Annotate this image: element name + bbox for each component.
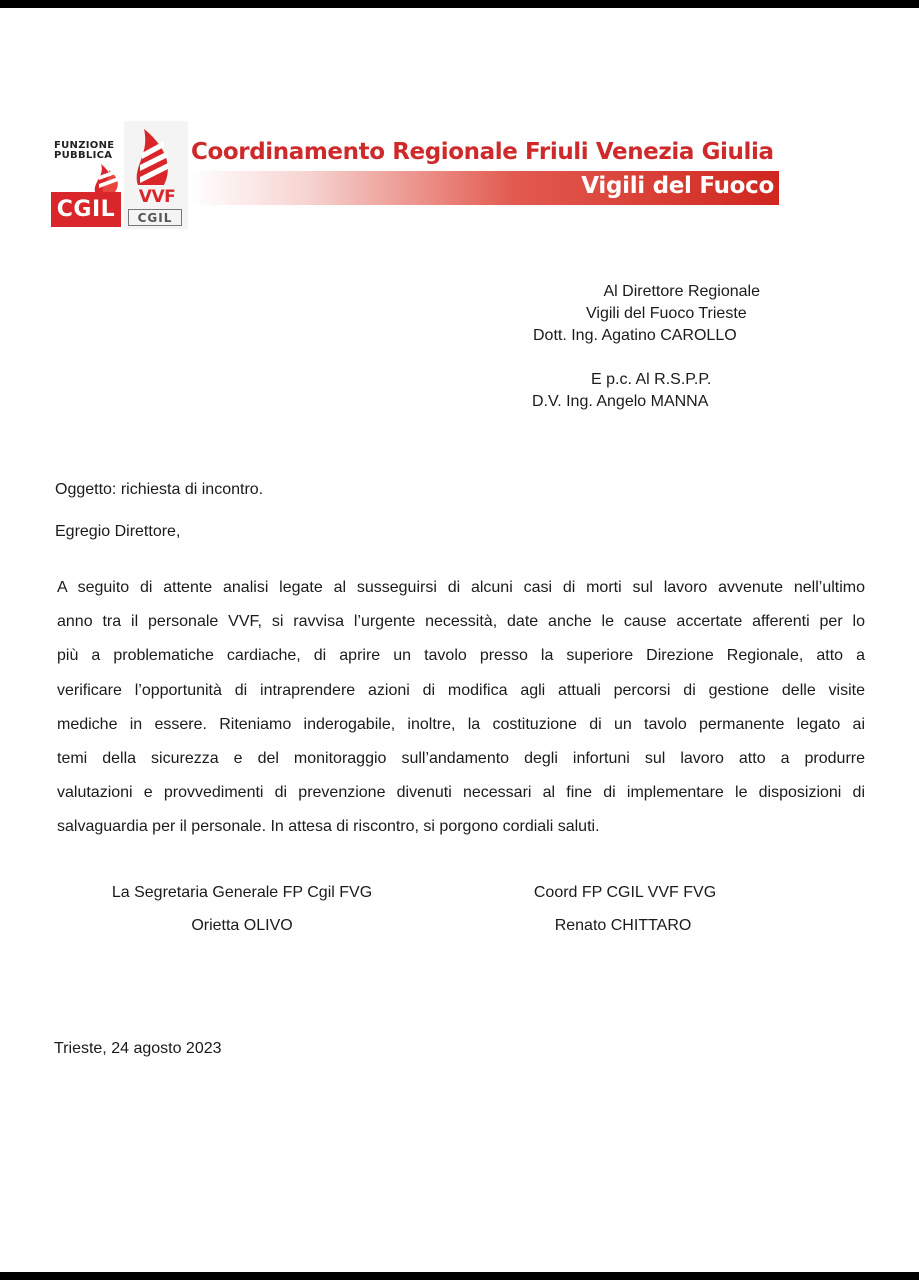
right-signature-name: Renato CHITTARO — [554, 917, 692, 934]
body-line: salvaguardia per il personale. In attesa di riscontro, si porgono cordiali saluti. — [57, 818, 600, 836]
cgil-logo: CGIL — [51, 192, 121, 227]
place-date: Trieste, 24 agosto 2023 — [54, 1040, 222, 1057]
body-line: A seguito di attente analisi legate al susseguirsi di alcuni casi di morti sul lavoro avvenute nell’ultimo — [57, 579, 865, 596]
letter-body — [57, 571, 865, 845]
recipient-line-3: Dott. Ing. Agatino CAROLLO — [533, 327, 737, 344]
fp-logo-line1: FUNZIONE — [54, 140, 115, 151]
body-line: verificare l’opportunità di intraprendere azioni di modifica agli attuali percorsi di gestione delle visite — [57, 681, 865, 699]
greeting: Egregio Direttore, — [55, 523, 181, 540]
letterhead-subtitle: Vigili del Fuoco — [581, 173, 774, 199]
letterhead-title: Coordinamento Regionale Friuli Venezia Giulia — [191, 139, 774, 165]
right-signature-role: Coord FP CGIL VVF FVG — [533, 884, 717, 901]
body-line: anno tra il personale VVF, si ravvisa l’urgente necessità, date anche le cause accertate afferenti per lo — [57, 613, 865, 631]
recipient-line-1: Al Direttore Regionale — [603, 283, 760, 300]
recipient-line-2: Vigili del Fuoco Trieste — [586, 305, 747, 322]
body-line: mediche in essere. Riteniamo inderogabile, inoltre, la costituzione di un tavolo permanente legato ai — [57, 715, 865, 733]
fp-logo-line2: PUBBLICA — [54, 150, 113, 161]
vvf-cgil-logo-text: CGIL — [128, 209, 182, 226]
body-line: valutazioni e provvedimenti di prevenzione divenuti necessari al fine di implementare le disposizioni di — [57, 784, 865, 802]
subject-line: Oggetto: richiesta di incontro. — [55, 481, 264, 498]
left-signature-role: La Segretaria Generale FP Cgil FVG — [111, 884, 373, 901]
cc-line-2: D.V. Ing. Angelo MANNA — [532, 393, 709, 410]
vvf-logo-text: VVF — [138, 187, 176, 207]
flame-logo-icon — [91, 154, 127, 194]
letter-page — [0, 8, 919, 1272]
body-line: temi della sicurezza e del monitoraggio sull’andamento degli infortuni sul lavoro atto a produrre — [57, 749, 865, 767]
left-signature-name: Orietta OLIVO — [191, 917, 293, 934]
body-line: più a problematiche cardiache, di aprire un tavolo presso la superiore Direzione Regionale, atto a — [57, 647, 865, 665]
cc-line-1: E p.c. Al R.S.P.P. — [591, 371, 712, 388]
